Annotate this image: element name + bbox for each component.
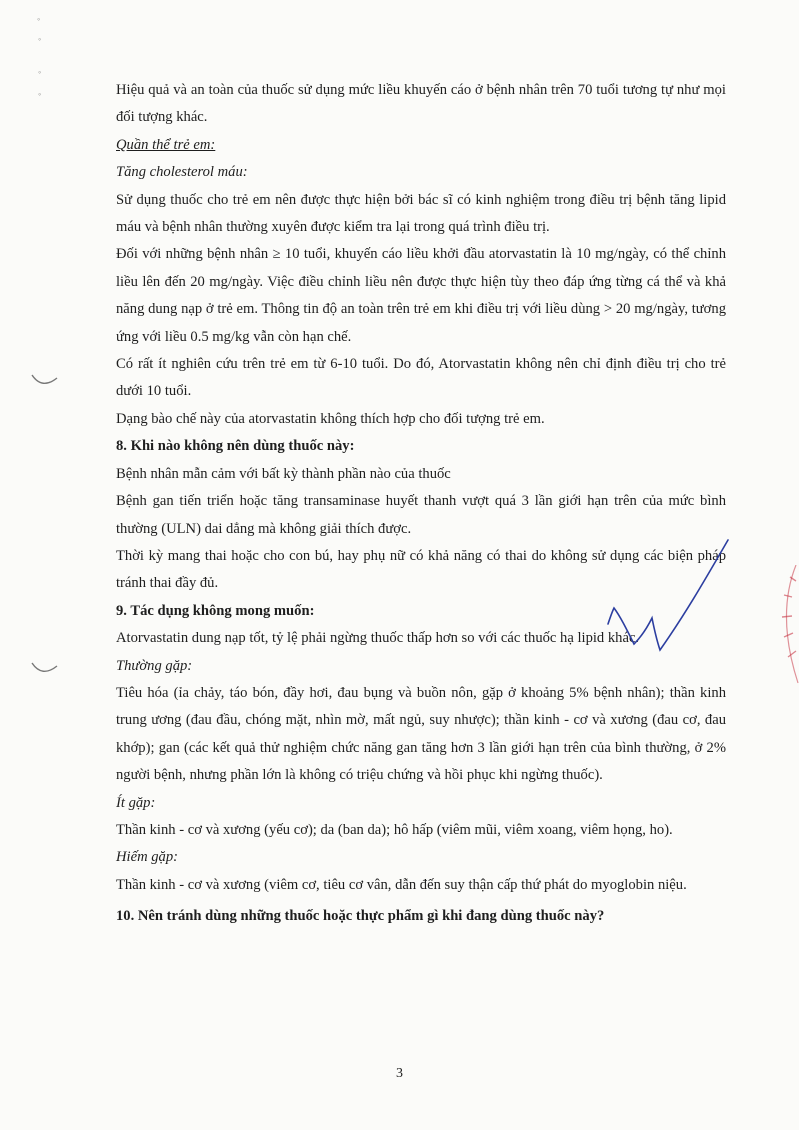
stamp-mark xyxy=(770,565,799,685)
scan-mark: ◦ xyxy=(38,89,42,99)
signature-mark xyxy=(596,538,736,658)
paragraph: Hiệu quả và an toàn của thuốc sử dụng mức liều khuyến cáo ở bệnh nhân trên 70 tuổi tương tự như mọi đối tượng khác. xyxy=(116,82,726,126)
section-heading-interactions: 10. Nên tránh dùng những thuốc hoặc thực phẩm gì khi đang dùng thuốc này? xyxy=(116,908,605,925)
scan-mark: ◦ xyxy=(38,34,42,44)
paragraph: Bệnh gan tiến triển hoặc tăng transaminase huyết thanh vượt quá 3 lần giới hạn trên của mức bình thường (ULN) dai dẳng mà không giải thích được. xyxy=(116,493,726,537)
paragraph: Thần kinh - cơ và xương (viêm cơ, tiêu cơ vân, dẫn đến suy thận cấp thứ phát do myoglobin niệu. xyxy=(116,876,687,893)
paragraph: Dạng bào chế này của atorvastatin không thích hợp cho đối tượng trẻ em. xyxy=(116,410,545,427)
page-number: 3 xyxy=(396,1066,403,1081)
binder-hole-mark xyxy=(30,372,60,392)
paragraph: Thời kỳ mang thai hoặc cho con bú, hay phụ nữ có khả năng có thai do không sử dụng các biện pháp tránh thai đầy đủ. xyxy=(116,547,726,592)
paragraph: Bệnh nhân mẫn cảm với bất kỳ thành phần nào của thuốc xyxy=(116,465,451,482)
paragraph: Thần kinh - cơ và xương (yếu cơ); da (ban da); hô hấp (viêm mũi, viêm xoang, viêm họng, ho). xyxy=(116,821,673,838)
subheading-pediatric: Quần thể trẻ em: xyxy=(116,136,216,153)
subheading-common: Thường gặp: xyxy=(116,657,193,674)
subheading-cholesterol: Tăng cholesterol máu: xyxy=(116,164,248,181)
paragraph: Atorvastatin dung nạp tốt, tỷ lệ phải ngừng thuốc thấp hơn so với các thuốc hạ lipid khác. xyxy=(116,630,640,647)
subheading-uncommon: Ít gặp: xyxy=(116,794,156,811)
section-heading-side-effects: 9. Tác dụng không mong muốn: xyxy=(116,602,315,619)
section-heading-contraindications: 8. Khi nào không nên dùng thuốc này: xyxy=(116,438,355,455)
document-body xyxy=(116,77,726,931)
scan-mark: ◦ xyxy=(37,14,41,24)
scan-mark: ◦ xyxy=(38,67,42,77)
binder-hole-mark xyxy=(30,660,60,680)
paragraph: Tiêu hóa (ỉa chảy, táo bón, đầy hơi, đau bụng và buồn nôn, gặp ở khoảng 5% bệnh nhân); thần kinh trung ương (đau đầu, chóng mặt, nhìn mờ, mất ngủ, suy nhược); thần kinh - cơ và xương (đau cơ, đau khớp); gan (các kết quả thử nghiệm chức năng gan tăng hơn 3 lần giới hạn trên của bình thường, ở 2% người bệnh, nhưng phần lớn là không có triệu chứng và hồi phục khi ngừng thuốc). xyxy=(116,684,726,784)
subheading-rare: Hiếm gặp: xyxy=(116,849,179,866)
paragraph: Sử dụng thuốc cho trẻ em nên được thực hiện bởi bác sĩ có kinh nghiệm trong điều trị bệnh tăng lipid máu và bệnh nhân thường xuyên được kiểm tra lại trong quá trình điều trị. xyxy=(116,191,726,236)
paragraph: Có rất ít nghiên cứu trên trẻ em từ 6-10 tuổi. Do đó, Atorvastatin không nên chỉ định điều trị cho trẻ dưới 10 tuổi. xyxy=(116,356,726,400)
paragraph: Đối với những bệnh nhân ≥ 10 tuổi, khuyến cáo liều khởi đầu atorvastatin là 10 mg/ngày, có thể chỉnh liều lên đến 20 mg/ngày. Việc điều chỉnh liều nên được thực hiện tùy theo đáp ứng từng cá thể và khả năng dung nạp ở trẻ em. Thông tin độ an toàn trên trẻ em khi điều trị với liều dùng > 20 mg/ngày, tương ứng với liều 0.5 mg/kg vẫn còn hạn chế. xyxy=(116,246,726,345)
